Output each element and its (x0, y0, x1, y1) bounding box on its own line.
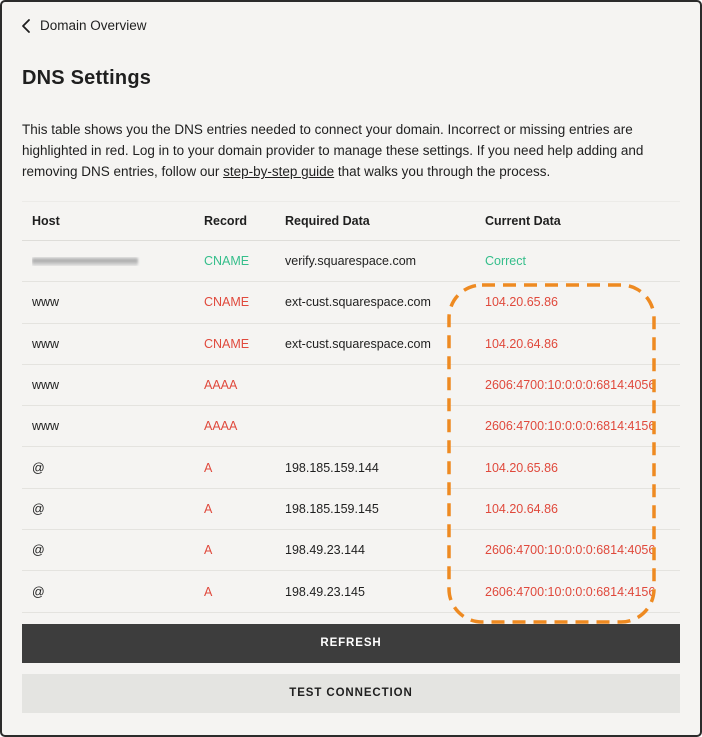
cell-host (32, 461, 204, 475)
cell-required-data: 198.49.23.145 (285, 584, 365, 599)
description-part1: This table shows you the DNS entries needed to connect your domain. Incorrect or missing entries are highlighted in red. Log in to your domain provider to manage these settings. If you need help adding and removing DNS entries, follow our (22, 122, 644, 179)
table-row (22, 282, 680, 323)
cell-record: AAAA (204, 419, 238, 434)
column-header-record: Record (204, 214, 248, 228)
host-text: @ (32, 584, 45, 599)
cell-record: A (204, 501, 213, 516)
cell-current-data: 2606:4700:10:0:0:0:6814:4056 (485, 543, 656, 558)
cell-record: AAAA (204, 378, 238, 393)
table-row (22, 406, 680, 447)
description-part2: that walks you through the process. (334, 164, 551, 179)
host-text: www (32, 378, 60, 393)
table-row (22, 324, 680, 365)
cell-host (32, 337, 204, 351)
cell-required-data: 198.185.159.145 (285, 501, 379, 516)
table-row (22, 571, 680, 612)
host-text: www (32, 419, 60, 434)
cell-host (32, 295, 204, 309)
cell-record: CNAME (204, 295, 250, 310)
cell-required-data: ext-cust.squarespace.com (285, 336, 431, 351)
cell-host (32, 585, 204, 599)
cell-host (32, 378, 204, 392)
dns-table-header (22, 202, 680, 241)
cell-host (32, 502, 204, 516)
host-text: www (32, 336, 60, 351)
cell-current-data: 104.20.65.86 (485, 460, 558, 475)
cell-required-data: ext-cust.squarespace.com (285, 295, 431, 310)
step-by-step-guide-link[interactable]: step-by-step guide (223, 164, 335, 179)
cell-required-data: 198.185.159.144 (285, 460, 379, 475)
table-row (22, 241, 680, 282)
refresh-button[interactable]: REFRESH (22, 624, 680, 663)
table-row (22, 365, 680, 406)
table-row (22, 489, 680, 530)
column-header-current-data: Current Data (485, 214, 561, 228)
table-row (22, 447, 680, 488)
cell-host (32, 543, 204, 557)
back-link-domain-overview[interactable] (20, 18, 147, 34)
cell-host (32, 257, 204, 266)
host-text: @ (32, 543, 45, 558)
cell-current-data: Correct (485, 254, 526, 269)
cell-record: A (204, 543, 213, 558)
cell-current-data: 104.20.64.86 (485, 501, 558, 516)
page-title: DNS Settings (22, 67, 152, 89)
host-text: @ (32, 501, 45, 516)
cell-record: CNAME (204, 336, 250, 351)
cell-current-data: 2606:4700:10:0:0:0:6814:4156 (485, 419, 656, 434)
column-header-required-data: Required Data (285, 214, 370, 228)
description-text (22, 119, 680, 182)
column-header-host: Host (32, 214, 60, 228)
dns-table-body (22, 241, 680, 613)
test-connection-button[interactable]: TEST CONNECTION (22, 674, 680, 713)
back-link-label: Domain Overview (40, 18, 147, 33)
redacted-host-bar (32, 257, 138, 266)
cell-current-data: 2606:4700:10:0:0:0:6814:4156 (485, 584, 656, 599)
dns-table (22, 201, 680, 613)
cell-current-data: 104.20.64.86 (485, 336, 558, 351)
cell-host (32, 419, 204, 433)
cell-current-data: 104.20.65.86 (485, 295, 558, 310)
chevron-left-icon (20, 18, 31, 34)
host-text: @ (32, 460, 45, 475)
host-text: www (32, 295, 60, 310)
table-row (22, 530, 680, 571)
cell-record: CNAME (204, 254, 250, 269)
cell-current-data: 2606:4700:10:0:0:0:6814:4056 (485, 378, 656, 393)
cell-record: A (204, 460, 213, 475)
cell-required-data: 198.49.23.144 (285, 543, 365, 558)
cell-record: A (204, 584, 213, 599)
cell-required-data: verify.squarespace.com (285, 254, 417, 269)
